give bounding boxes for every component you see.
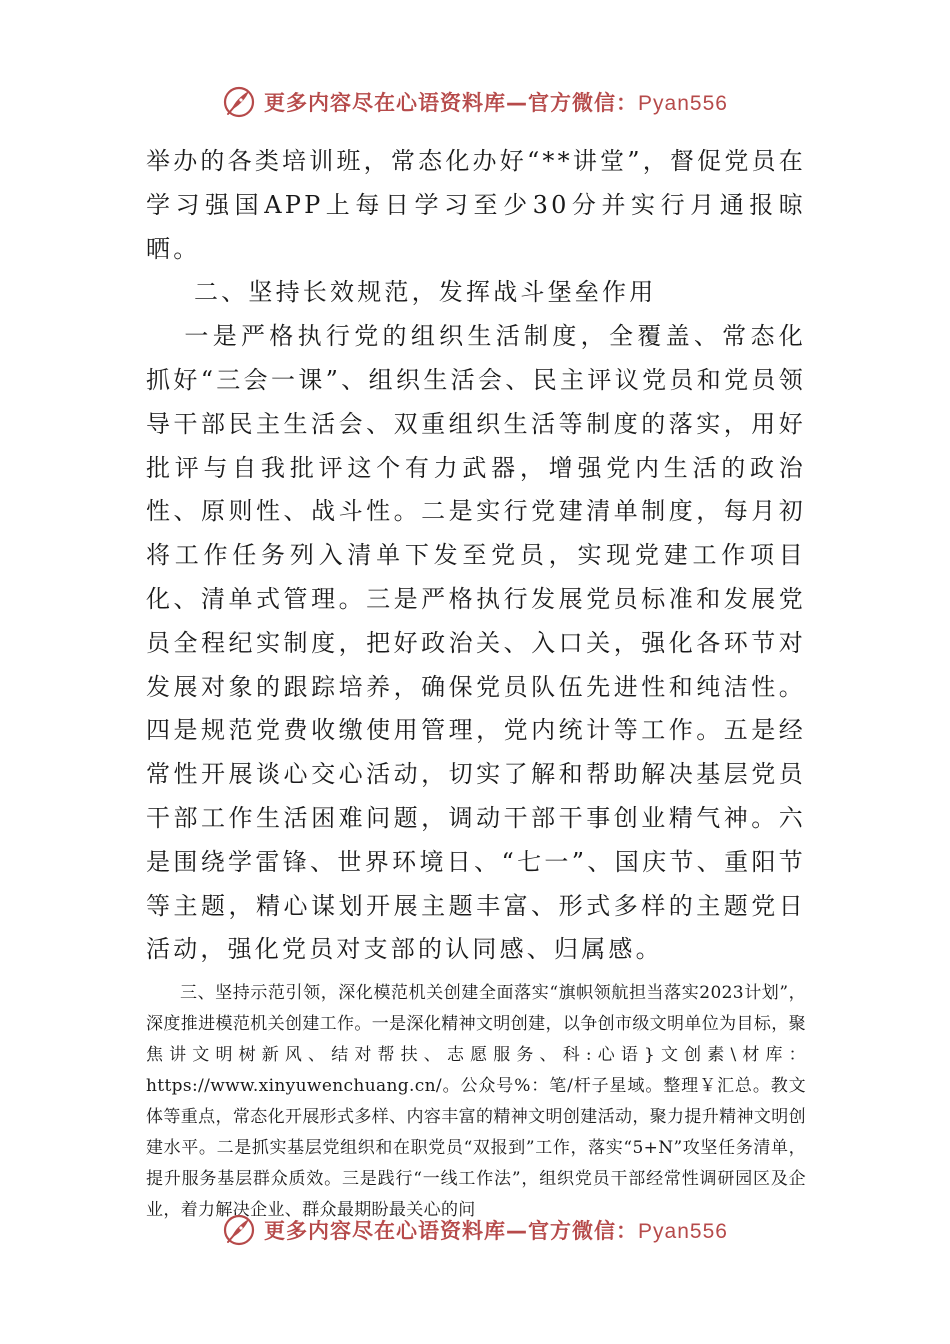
section-heading-2: 二、坚持长效规范，发挥战斗堡垒作用 (194, 278, 657, 307)
banner-slogan: 更多内容尽在心语资料库—官方微信： (264, 1219, 639, 1243)
banner-slogan: 更多内容尽在心语资料库—官方微信： (264, 91, 639, 115)
quill-pen-logo-icon (222, 1213, 256, 1247)
quill-pen-logo-icon (222, 85, 256, 119)
banner-text (264, 1215, 728, 1245)
banner-wechat-id: Pyan556 (638, 92, 728, 115)
header-banner (0, 80, 950, 124)
document-body (146, 140, 806, 1226)
paragraph-model-organs: 三、坚持示范引领，深化模范机关创建全面落实“旗帜领航担当落实2023计划”，深度推进模范机关创建工作。一是深化精神文明创建，以争创市级文明单位为目标，聚焦讲文明树新风、结对帮扶、志愿服务、科:心语}文创素\材库：https://www.xinyuwenchuang.cn/。公众号%：笔/杆子星域。整理￥汇总。教文体等重点，常态化开展形式多样、内容丰富的精神文明创建活动，聚力提升精神文明创建水平。二是抓实基层党组织和在职党员“双报到”工作，落实“5+N”攻坚任务清单，提升服务基层群众质效。三是践行“一线工作法”，组织党员干部经常性调研园区及企业，着力解决企业、群众最期盼最关心的问 (146, 983, 806, 1221)
paragraph-organization-life: 一是严格执行党的组织生活制度，全覆盖、常态化抓好“三会一课”、组织生活会、民主评议党员和党员领导干部民主生活会、双重组织生活等制度的落实，用好批评与自我批评这个有力武器，增强党内生活的政治性、原则性、战斗性。二是实行党建清单制度，每月初将工作任务列入清单下发至党员，实现党建工作项目化、清单式管理。三是严格执行发展党员标准和发展党员全程纪实制度，把好政治关、入口关，强化各环节对发展对象的跟踪培养，确保党员队伍先进性和纯洁性。四是规范党费收缴使用管理，党内统计等工作。五是经常性开展谈心交心活动，切实了解和帮助解决基层党员干部工作生活困难问题，调动干部干事创业精气神。六是围绕学雷锋、世界环境日、“七一”、国庆节、重阳节等主题，精心谋划开展主题丰富、形式多样的主题党日活动，强化党员对支部的认同感、归属感。 (146, 322, 806, 964)
banner-text (264, 87, 728, 117)
footer-banner (0, 1208, 950, 1252)
banner-wechat-id: Pyan556 (638, 1220, 728, 1243)
paragraph-training: 举办的各类培训班，常态化办好“**讲堂”，督促党员在学习强国APP上每日学习至少30分并实行月通报晾晒。 (146, 147, 806, 263)
